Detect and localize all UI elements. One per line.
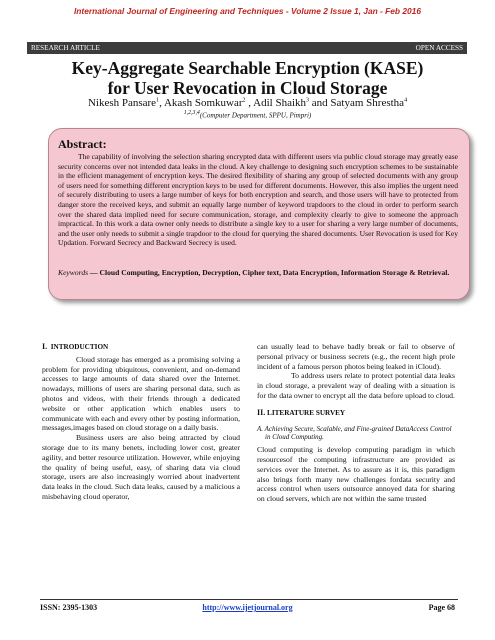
author-name: Nikesh Pansare <box>87 97 157 109</box>
keywords-list: Cloud Computing, Encryption, Decryption, Cipher text, Data Encryption, Information Storage & Retrieval. <box>99 268 450 277</box>
paragraph: can usually lead to behave badly break or fail to observe of personal privacy or business secrets (e.g., the recent high prole incident of a famous person photos being leaked in iCloud). <box>257 342 455 371</box>
department-text: (Computer Department, SPPU, Pimpri) <box>199 111 312 120</box>
section-number: II. <box>257 407 266 417</box>
author-sup: 3 <box>306 97 310 104</box>
keywords-label: Keywords <box>58 268 89 277</box>
research-article-label: RESEARCH ARTICLE <box>31 44 100 52</box>
column-left <box>42 342 240 502</box>
title-line-2: for User Revocation in Cloud Storage <box>107 78 388 98</box>
author-separator: , <box>245 97 254 109</box>
author-sup: 2 <box>242 97 246 104</box>
footer-issn: ISSN: 2395-1303 <box>40 603 98 612</box>
section-title: INTRODUCTION <box>50 343 109 351</box>
section-heading-literature-survey <box>257 408 455 419</box>
open-access-label: OPEN ACCESS <box>415 44 463 52</box>
author-list <box>20 97 475 109</box>
subsection-heading: A. Achieving Secure, Scalable, and Fine-grained DataAccess Control in Cloud Computing. <box>257 424 452 442</box>
author-separator: , <box>159 97 164 109</box>
author-sup: 1 <box>156 97 160 104</box>
column-right <box>257 342 455 504</box>
paragraph: Cloud storage has emerged as a promising solving a problem for providing ubiquitous, convenient, and on-demand accesses to large amounts of data shared over the Internet. nowadays, millions of users are sharing personal data, such as photos and videos, with their friends through a dedicated website or other application which enables users to communicate with each and every other by posting information, messages,images based on cloud storage on a daily basis. <box>42 354 240 433</box>
section-number: I. <box>42 342 48 351</box>
paragraph: To address users relate to protect potential data leaks in cloud storage, a prevalent way of dealing with a situation is for the data owner to encrypt all the data before upload to cloud. <box>257 371 455 400</box>
department-sup: 1,2,3,4 <box>183 110 200 116</box>
author-sup: 4 <box>404 97 408 104</box>
journal-header: International Journal of Engineering and Techniques - Volume 2 Issue 1, Jan - Feb 2016 <box>73 6 422 16</box>
paragraph: Business users are also being attracted by cloud storage due to its many benets, including lower cost, greater agility, and better resource utilization. However, while enjoying the quality of being useful, easy, of sharing data via cloud storage, users are also increasingly worried about inadvertent data leaks in the cloud. Such data leaks, caused by a malicious a misbehaving cloud operator, <box>42 433 240 501</box>
paper-title <box>20 58 475 98</box>
author-name: Akash Somkuwar <box>163 97 243 109</box>
paragraph: Cloud computing is develop computing paradigm in which resourcesof the computing infrastructure are provided as services over the Internet. As to assure as it is, this paradigm also brings forth many new challenges fordata security and access control when users outsource annoyed data for sharing on cloud servers, which are not within the same trusted <box>257 445 455 504</box>
abstract-text: The capability of involving the selection sharing encrypted data with different users via public cloud storage may greatly ease security concerns over not intended data leaks in the cloud. A key challenge to designing such encryption schemes to be sustainable in the efficient management of encryption keys. The desired flexibility of sharing any group of selected documents with any group of users need for something different encryption keys to be used for different documents. However, this also implies the urgent need of securely distributing to users a large number of keys for both encryption and search, and those users will have to protected from danger store the received keys, and submit an equally large number of keyword trapdoors to the cloud in order to perform search over the shared data implied need for secure communication, storage, and complexity clearly to give to someone the approach impractical. In this work a data owner only needs to distribute a single key to a user for sharing a very large number of documents, and the user only needs to submit a single trapdoor to the cloud for querying the shared documents. User Revocation is used for Key Updation. Forward Secrecy and Backward Secrecy is used. <box>58 152 458 248</box>
department <box>20 110 475 119</box>
footer-page: Page 68 <box>428 603 455 612</box>
footer-url-wrap <box>0 603 495 612</box>
author-name: Satyam Shrestha <box>330 97 405 109</box>
section-title: LITERATURE SURVEY <box>267 408 346 417</box>
article-type-bar <box>27 42 467 54</box>
keywords <box>58 268 458 278</box>
footer-rule <box>40 599 458 600</box>
abstract-title: Abstract: <box>58 137 107 151</box>
footer-url-link[interactable]: http://www.ijetjournal.org <box>202 603 293 612</box>
section-heading-introduction <box>42 342 240 353</box>
author-separator: and <box>309 97 331 109</box>
author-name: Adil Shaikh <box>253 97 307 109</box>
keywords-dash: — <box>88 268 100 277</box>
title-line-1: Key-Aggregate Searchable Encryption (KASE) <box>71 58 424 78</box>
